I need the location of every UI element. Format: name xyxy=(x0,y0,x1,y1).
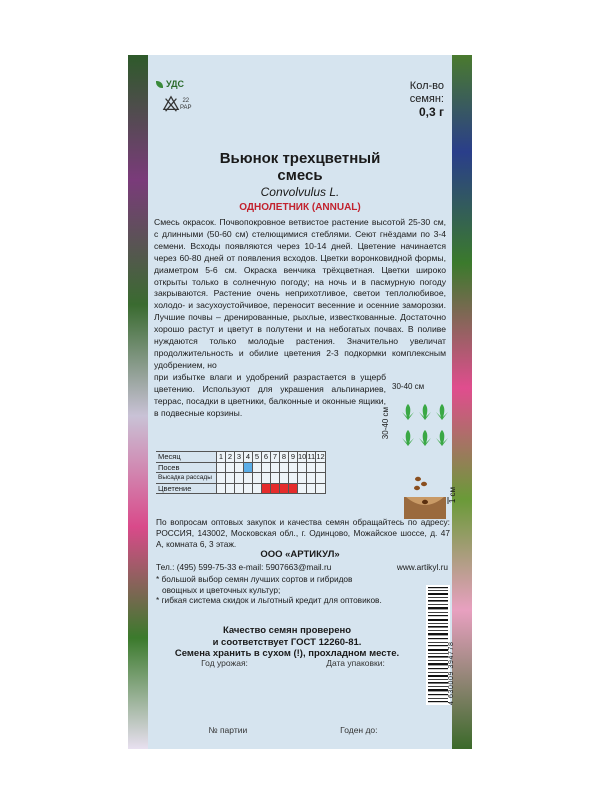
description-text: Смесь окрасок. Почвопокровное ветвистое растение высотой 25-30 см, с длинными (50-60 см) стелющимися стеблями. Сеют гнёздами по 3-4 семени. Всходы появляются через 10-14 дней. Цветение начинается через 60-80 дней от появления всходов. Цветки воронковидной формы, диаметром 5-6 см. Окраска венчика трёхцветная. Цветки широко открыты только в солнечную погоду; на ночь и в пасмурную погоду закрываются. Растение очень неприхотливое, светои теплолюбивое, холодо- и засухоустойчивое, переносит весенние и осенние заморозки. Лучшие почвы – дренированные, рыхлые, известкованные. Достаточно хорошо растут и цветут в полутени и на небогатых почвах. В поливе нуждаются только молодые растения. Значительно увеличат продолжительность и обилие цветения 2-3 подкормки комплексным удобрением, но xyxy=(154,217,446,370)
month-cell: 4 xyxy=(244,452,253,463)
cell xyxy=(226,483,235,494)
cell xyxy=(316,462,325,473)
cell xyxy=(262,462,271,473)
benefit-item: * большой выбор семян лучших сортов и гибридов овощных и цветочных культур; xyxy=(156,574,353,595)
growing-calendar xyxy=(156,451,326,494)
quality-line-1: Качество семян проверено xyxy=(222,625,352,636)
cell xyxy=(226,462,235,473)
batch-fields xyxy=(162,725,424,735)
plant-type: ОДНОЛЕТНИК (ANNUAL) xyxy=(239,202,361,213)
row-label: Цветение xyxy=(156,483,217,494)
cell xyxy=(253,483,262,494)
contact-address: По вопросам оптовых закупок и качества семян обращайтесь по адресу: РОССИЯ, 143002, Московская обл., г. Одинцово, Можайское шоссе, д. 47 А, комната 6, 3 этаж. xyxy=(156,517,450,549)
cell xyxy=(217,483,226,494)
cell xyxy=(271,473,280,484)
row-label: Высадка рассады xyxy=(156,473,217,484)
company-name: ООО «АРТИКУЛ» xyxy=(260,549,340,560)
cell xyxy=(244,473,253,484)
cell xyxy=(316,473,325,484)
benefit-item: * гибкая система скидок и льготный кредит для оптовиков. xyxy=(156,595,382,605)
quality-line-3: Семена хранить в сухом (!), прохладном месте. xyxy=(174,648,400,659)
qty-label-1: Кол-во xyxy=(409,80,444,92)
product-title xyxy=(148,150,452,184)
flower-photo-edge-left xyxy=(128,55,148,749)
month-cell: 9 xyxy=(289,452,298,463)
contact-line xyxy=(156,562,448,572)
sowing-depth: 1 см xyxy=(448,487,457,504)
plant-height: 30-40 см xyxy=(381,407,390,440)
month-cell: 12 xyxy=(316,452,325,462)
row-label: Посев xyxy=(156,462,217,473)
pack-date-label: Дата упаковки: xyxy=(326,658,385,668)
month-cell: 10 xyxy=(298,452,307,462)
pap-recycle-code: 22 PAP xyxy=(180,98,192,111)
seed-packet-back xyxy=(128,55,472,749)
cell-bloom-active xyxy=(280,483,289,494)
cell xyxy=(280,462,289,473)
cell-sowing-active xyxy=(244,462,253,473)
cell xyxy=(316,483,325,494)
seed-quantity xyxy=(410,80,444,119)
company-benefits xyxy=(156,574,386,606)
title-line-1: Вьюнок трехцветный xyxy=(219,150,381,167)
description-text-narrow: при избытке влаги и удобрений разрастается в ущерб цветению. Используют для украшения альпинариев, террас, посадки в цветники, балконные и оконные ящики, в подвесные корзины. xyxy=(154,371,386,418)
qty-value: 0,3 г xyxy=(418,105,444,119)
website: www.artikyl.ru xyxy=(396,562,448,572)
calendar-row-transplant xyxy=(156,473,325,484)
cell-bloom-active xyxy=(262,483,271,494)
batch-label: № партии xyxy=(208,725,248,735)
month-cell: 6 xyxy=(262,452,271,463)
month-cell: 2 xyxy=(226,452,235,463)
month-cell: 11 xyxy=(307,452,316,462)
barcode xyxy=(426,585,450,705)
cell xyxy=(253,462,262,473)
quality-line-2: и соответствует ГОСТ 12260-81. xyxy=(212,636,362,648)
cell xyxy=(289,462,298,473)
latin-name: Convolvulus L. xyxy=(260,185,340,199)
phone-email: Тел.: (495) 599-75-33 e-mail: 5907663@mail.ru xyxy=(156,562,332,572)
cell xyxy=(217,462,226,473)
cell xyxy=(271,462,280,473)
month-label: Месяц xyxy=(156,452,217,463)
qty-label-2: семян: xyxy=(409,93,444,105)
cell xyxy=(307,483,316,494)
barcode-number: 4 630009 394778 xyxy=(448,641,455,705)
cell xyxy=(226,473,235,484)
harvest-year-label: Год урожая: xyxy=(201,658,248,668)
month-cell: 1 xyxy=(217,452,226,463)
seedlings-icon xyxy=(400,400,450,450)
cell xyxy=(244,483,253,494)
calendar-header-row xyxy=(156,452,325,463)
cell xyxy=(253,473,262,484)
cell xyxy=(298,462,307,473)
calendar-row-sowing xyxy=(156,462,325,473)
month-cell: 7 xyxy=(271,452,280,463)
cell xyxy=(280,473,289,484)
packet-content xyxy=(148,55,457,749)
cell xyxy=(307,462,316,473)
expiry-label: Годен до: xyxy=(340,725,378,735)
cell xyxy=(262,473,271,484)
calendar-row-blooming xyxy=(156,483,325,494)
leaf-icon xyxy=(156,81,163,88)
cell xyxy=(307,473,316,484)
uds-logo xyxy=(156,79,184,89)
month-cell: 8 xyxy=(280,452,289,463)
cell xyxy=(298,473,307,484)
cell xyxy=(289,473,298,484)
date-fields xyxy=(162,658,424,668)
cell xyxy=(217,473,226,484)
plant-spacing: 30-40 см xyxy=(392,382,425,391)
cell xyxy=(298,483,307,494)
cell xyxy=(235,473,244,484)
title-line-2: смесь xyxy=(277,167,323,184)
cell xyxy=(235,462,244,473)
cell-bloom-active xyxy=(289,483,298,494)
cell-bloom-active xyxy=(271,483,280,494)
sowing-depth-icon xyxy=(404,473,452,519)
month-cell: 5 xyxy=(253,452,262,463)
uds-label: УДС xyxy=(166,79,185,89)
quality-statement xyxy=(148,625,426,660)
month-cell: 3 xyxy=(235,452,244,463)
cell xyxy=(235,483,244,494)
recycle-icon xyxy=(162,95,180,113)
